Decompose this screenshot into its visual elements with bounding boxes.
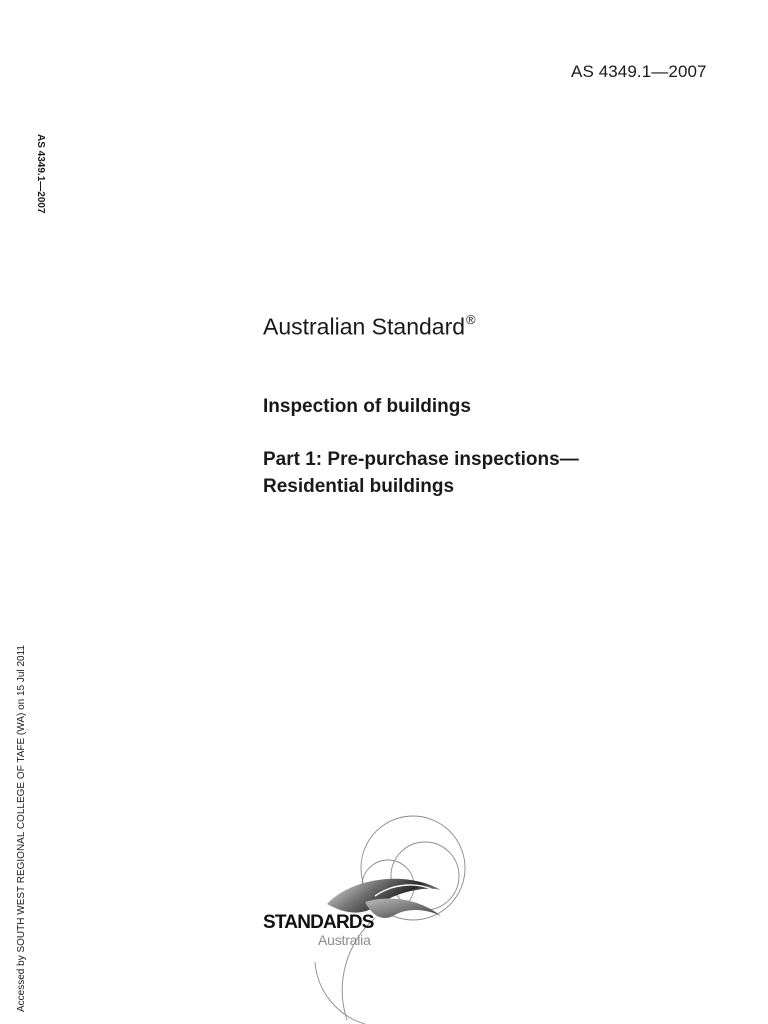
- registered-mark: ®: [466, 312, 476, 327]
- document-number: AS 4349.1—2007: [571, 62, 707, 81]
- logo-wordmark: STANDARDS: [263, 912, 374, 933]
- document-title: Inspection of buildings: [263, 396, 471, 417]
- subtitle-line-1: Part 1: Pre-purchase inspections—: [263, 449, 579, 470]
- access-notice: [16, 622, 30, 1012]
- spine-text: AS 4349.1—2007: [35, 134, 46, 214]
- standards-australia-logo: [255, 812, 475, 1024]
- spine-document-number: [35, 134, 58, 238]
- document-subtitle: [263, 446, 579, 500]
- standard-type-label: [263, 312, 476, 340]
- access-notice-text: Accessed by SOUTH WEST REGIONAL COLLEGE OF TAFE (WA) on 15 Jul 2011: [16, 645, 27, 1012]
- subtitle-line-2: Residential buildings: [263, 476, 455, 497]
- logo-subtext: Australia: [318, 932, 371, 948]
- standard-label-text: Australian Standard: [263, 313, 466, 340]
